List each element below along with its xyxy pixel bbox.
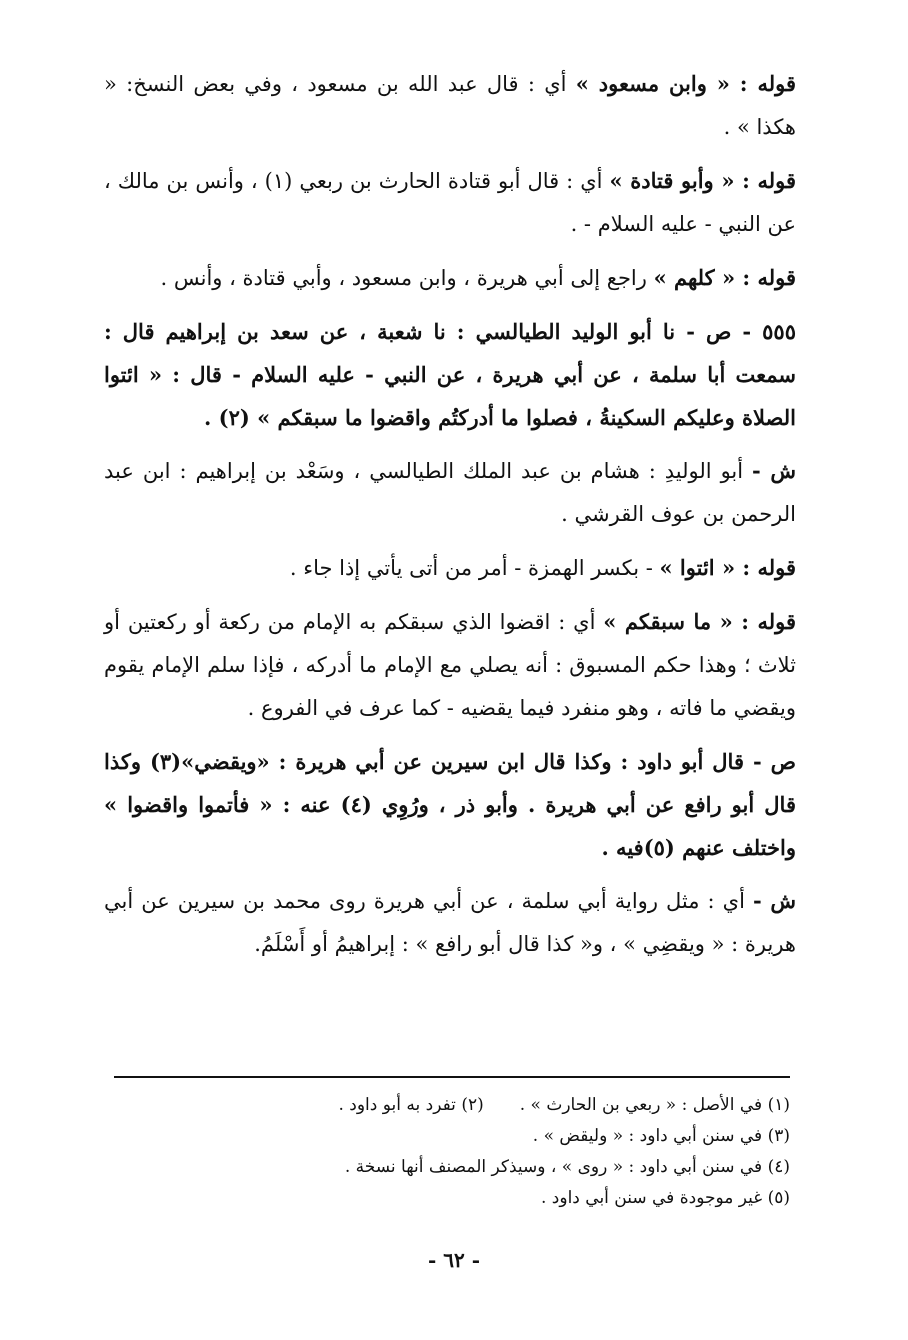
paragraph-text: أبو الوليدِ : هشام بن عبد الملك الطيالسي ، وسَعْد بن إبراهيم : ابن عبد الرحمن بن عوف القرشي . <box>104 459 796 526</box>
footnotes <box>104 1090 790 1214</box>
commentary-lead: ش - <box>752 888 796 913</box>
footnote-4: (٤) في سنن أبي داود : « روى » ، وسيذكر المصنف أنها نسخة . <box>344 1157 790 1177</box>
paragraph-text: أي : اقضوا الذي سبقكم به الإمام من ركعة أو ركعتين أو ثلاث ؛ وهذا حكم المسبوق : أنه يصلي مع الإمام ما أدركه ، فإذا سلم الإمام يقوم ويقضي ما فاته ، وهو منفرد فيما يقضيه - كما عرف في الفروع . <box>104 610 796 720</box>
quote-lead: قوله : « ما سبقكم » <box>603 609 796 634</box>
footnote-line-3 <box>104 1152 790 1183</box>
paragraph-2 <box>104 159 796 246</box>
paragraph-text: - بكسر الهمزة - أمر من أتى يأتي إذا جاء . <box>289 556 660 580</box>
footnote-line-2 <box>104 1121 790 1152</box>
paragraph-1 <box>104 62 796 149</box>
footnote-line-4 <box>104 1183 790 1214</box>
paragraph-3 <box>104 256 796 300</box>
paragraph-text: أي : قال أبو قتادة الحارث بن ربعي (١) ، وأنس بن مالك ، عن النبي - عليه السلام - . <box>104 169 796 236</box>
quote-lead: قوله : « كلهم » <box>653 265 796 290</box>
abu-dawud-note <box>104 740 796 869</box>
quote-lead: قوله : « وابن مسعود » <box>575 71 796 96</box>
paragraph-text: أي : قال عبد الله بن مسعود ، وفي بعض النسخ: « هكذا » . <box>104 72 796 139</box>
hadith-555 <box>104 310 796 439</box>
paragraph-text: أي : مثل رواية أبي سلمة ، عن أبي هريرة روى محمد بن سيرين عن أبي هريرة : « ويقضِي » ، و« كذا قال أبو رافع » : إبراهيمُ أو أَسْلَمُ. <box>104 889 796 956</box>
page-number: - ٦٢ - <box>427 1248 480 1272</box>
footnote-5: (٥) غير موجودة في سنن أبي داود . <box>540 1188 790 1208</box>
paragraph-text: ٥٥٥ - ص - نا أبو الوليد الطيالسي : نا شعبة ، عن سعد بن إبراهيم قال : سمعت أبا سلمة ، عن أبي هريرة ، عن النبي - عليه السلام - قال : « ائتوا الصلاة وعليكم السكينةُ ، فصلوا ما أدركتُم واقضوا ما سبقكم » (٢) . <box>104 319 796 430</box>
footnote-2: (٢) تفرد به أبو داود . <box>338 1095 484 1115</box>
quote-lead: قوله : « وأبو قتادة » <box>609 168 796 193</box>
commentary-lead: ش - <box>752 458 796 483</box>
footnote-line-1 <box>104 1090 790 1121</box>
paragraph-6 <box>104 546 796 590</box>
main-text <box>104 62 796 976</box>
footnote-1: (١) في الأصل : « ربعي بن الحارث » . <box>519 1095 790 1115</box>
footnote-separator <box>114 1076 790 1078</box>
paragraph-7 <box>104 600 796 730</box>
paragraph-9 <box>104 879 796 966</box>
paragraph-5 <box>104 449 796 536</box>
paragraph-text: ص - قال أبو داود : وكذا قال ابن سيرين عن أبي هريرة : «ويقضي»(٣) وكذا قال أبو رافع عن أبي هريرة . وأبو ذر ، ورُوِي (٤) عنه : « فأتموا واقضوا » واختلف عنهم (٥)فيه . <box>104 749 796 860</box>
quote-lead: قوله : « ائتوا » <box>659 555 796 580</box>
paragraph-text: راجع إلى أبي هريرة ، وابن مسعود ، وأبي قتادة ، وأنس . <box>160 266 654 290</box>
footnote-3: (٣) في سنن أبي داود : « وليقض » . <box>532 1126 790 1146</box>
